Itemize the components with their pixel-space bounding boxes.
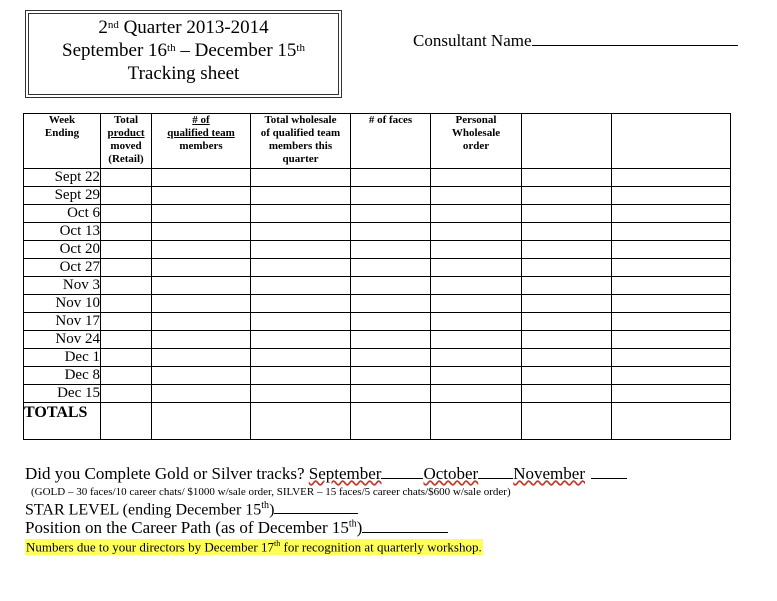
table-row [24,385,731,403]
entry-cell[interactable] [522,367,612,385]
table-row [24,205,731,223]
week-ending-cell: Sept 22 [24,169,101,187]
entry-cell[interactable] [152,241,251,259]
title-date-end-sup: th [296,42,305,54]
column-header-line: Total [113,114,139,126]
entry-cell[interactable] [251,331,351,349]
deadline-note-rest: for recognition at quarterly workshop. [280,539,482,555]
deadline-note [25,539,483,555]
totals-cell[interactable] [351,403,431,440]
entry-cell[interactable] [152,277,251,295]
entry-cell[interactable] [522,223,612,241]
entry-cell[interactable] [351,385,431,403]
week-ending-cell: Nov 10 [24,295,101,313]
entry-cell[interactable] [251,241,351,259]
entry-cell[interactable] [251,169,351,187]
week-ending-cell: Oct 6 [24,205,101,223]
entry-cell[interactable] [101,349,152,367]
entry-cell[interactable] [152,223,251,241]
entry-cell[interactable] [101,259,152,277]
title-date-end: – December 15 [175,40,297,61]
entry-cell[interactable] [612,331,731,349]
entry-cell[interactable] [431,187,522,205]
title-line-1 [29,16,338,39]
entry-cell[interactable] [351,277,431,295]
week-ending-cell: Nov 17 [24,313,101,331]
table-row [24,223,731,241]
totals-cell[interactable] [101,403,152,440]
column-header-line: Week [48,114,76,126]
table-row [24,367,731,385]
entry-cell[interactable] [351,187,431,205]
entry-cell[interactable] [431,223,522,241]
tracks-question-text: Did you Complete Gold or Silver tracks? [25,464,309,483]
column-header-line: members this [268,140,333,152]
entry-cell[interactable] [431,205,522,223]
october-blank[interactable] [478,466,513,479]
column-header-0 [24,114,101,169]
tracks-question [25,464,627,484]
entry-cell[interactable] [251,385,351,403]
entry-cell[interactable] [431,259,522,277]
entry-cell[interactable] [612,349,731,367]
entry-cell[interactable] [101,223,152,241]
title-date-start: September 16 [62,40,168,61]
entry-cell[interactable] [351,241,431,259]
entry-cell[interactable] [351,259,431,277]
entry-cell[interactable] [612,187,731,205]
entry-cell[interactable] [101,331,152,349]
title-line-3: Tracking sheet [127,63,240,84]
star-level-label: STAR LEVEL (ending December 15 [25,501,262,519]
week-ending-cell: Dec 8 [24,367,101,385]
table-row [24,169,731,187]
entry-cell[interactable] [612,169,731,187]
entry-cell[interactable] [351,313,431,331]
career-path-sup: th [348,518,357,530]
entry-cell[interactable] [152,187,251,205]
entry-cell[interactable] [522,205,612,223]
month-october: October [423,464,479,483]
column-header-3 [251,114,351,169]
tracking-table [23,113,731,440]
entry-cell[interactable] [351,349,431,367]
entry-cell[interactable] [522,313,612,331]
totals-cell[interactable] [431,403,522,440]
deadline-note-text: Numbers due to your directors by December 17 [26,539,275,555]
entry-cell[interactable] [251,295,351,313]
column-header-6 [522,114,612,169]
column-header-line: moved [110,140,142,152]
entry-cell[interactable] [612,313,731,331]
november-blank[interactable] [591,466,627,479]
totals-cell[interactable] [152,403,251,440]
entry-cell[interactable] [612,367,731,385]
column-header-line: product [107,127,145,139]
entry-cell[interactable] [152,367,251,385]
totals-row [24,403,731,440]
entry-cell[interactable] [522,169,612,187]
entry-cell[interactable] [101,313,152,331]
september-blank[interactable] [381,466,423,479]
week-ending-cell: Dec 15 [24,385,101,403]
totals-cell[interactable] [612,403,731,440]
totals-cell[interactable] [522,403,612,440]
title-box [28,13,339,95]
entry-cell[interactable] [251,277,351,295]
entry-cell[interactable] [101,385,152,403]
table-row [24,349,731,367]
table-header-row [24,114,731,169]
table-row [24,295,731,313]
column-header-line: qualified team [167,127,235,139]
table-row [24,259,731,277]
column-header-2 [152,114,251,169]
entry-cell[interactable] [101,295,152,313]
consultant-name-field[interactable] [413,31,738,51]
entry-cell[interactable] [522,349,612,367]
entry-cell[interactable] [351,205,431,223]
entry-cell[interactable] [431,367,522,385]
entry-cell[interactable] [251,367,351,385]
entry-cell[interactable] [152,259,251,277]
column-header-line: # of [192,114,210,126]
entry-cell[interactable] [152,313,251,331]
column-header-1 [101,114,152,169]
entry-cell[interactable] [251,223,351,241]
entry-cell[interactable] [152,331,251,349]
column-header-line: Total wholesale [264,114,337,126]
title-ordinal: nd [107,19,119,31]
entry-cell[interactable] [522,277,612,295]
entry-cell[interactable] [351,295,431,313]
column-header-line: # of faces [368,114,413,126]
column-header-line: Personal [455,114,497,126]
week-ending-cell: Nov 24 [24,331,101,349]
title-quarter-text: Quarter 2013-2014 [118,17,269,38]
week-ending-cell: Dec 1 [24,349,101,367]
deadline-note-sup: th [274,539,281,548]
column-header-line: Wholesale [451,127,501,139]
entry-cell[interactable] [101,277,152,295]
table-row [24,241,731,259]
entry-cell[interactable] [612,205,731,223]
table-row [24,187,731,205]
entry-cell[interactable] [431,349,522,367]
entry-cell[interactable] [612,295,731,313]
column-header-line: quarter [282,153,319,165]
entry-cell[interactable] [522,385,612,403]
track-criteria: (GOLD – 30 faces/10 career chats/ $1000 w/sale order, SILVER – 15 faces/5 career chats/$600 w/sale order) [31,486,511,498]
entry-cell[interactable] [251,259,351,277]
entry-cell[interactable] [101,367,152,385]
entry-cell[interactable] [522,295,612,313]
table-row [24,277,731,295]
entry-cell[interactable] [612,385,731,403]
entry-cell[interactable] [251,313,351,331]
week-ending-cell: Oct 13 [24,223,101,241]
star-level-blank[interactable] [274,501,358,514]
column-header-line: members [179,140,223,152]
title-date-start-sup: th [167,42,176,54]
month-november: November [513,464,585,483]
month-september: September [308,464,382,483]
entry-cell[interactable] [431,385,522,403]
column-header-4 [351,114,431,169]
column-header-5 [431,114,522,169]
entry-cell[interactable] [612,223,731,241]
week-ending-cell: Oct 20 [24,241,101,259]
entry-cell[interactable] [612,259,731,277]
entry-cell[interactable] [101,205,152,223]
title-quarter-number: 2 [98,17,108,38]
column-header-line: of qualified team [260,127,341,139]
entry-cell[interactable] [152,385,251,403]
career-path-label: Position on the Career Path (as of December 15 [25,518,349,537]
entry-cell[interactable] [612,277,731,295]
entry-cell[interactable] [351,223,431,241]
week-ending-cell: Nov 3 [24,277,101,295]
entry-cell[interactable] [431,277,522,295]
column-header-7 [612,114,731,169]
column-header-line: (Retail) [108,153,144,165]
entry-cell[interactable] [152,295,251,313]
week-ending-cell: Oct 27 [24,259,101,277]
table-row [24,331,731,349]
entry-cell[interactable] [522,241,612,259]
totals-label: TOTALS [24,403,101,440]
star-level-line [25,500,358,519]
star-level-sup: th [261,500,270,511]
entry-cell[interactable] [152,205,251,223]
entry-cell[interactable] [612,241,731,259]
entry-cell[interactable] [351,367,431,385]
entry-cell[interactable] [351,169,431,187]
entry-cell[interactable] [101,187,152,205]
totals-cell[interactable] [251,403,351,440]
entry-cell[interactable] [522,331,612,349]
entry-cell[interactable] [152,169,251,187]
entry-cell[interactable] [522,259,612,277]
entry-cell[interactable] [152,349,251,367]
star-level-close: ) [269,501,275,519]
career-path-close: ) [356,518,363,537]
entry-cell[interactable] [431,241,522,259]
entry-cell[interactable] [522,187,612,205]
week-ending-cell: Sept 29 [24,187,101,205]
entry-cell[interactable] [431,295,522,313]
entry-cell[interactable] [431,313,522,331]
title-line-2 [29,39,338,62]
entry-cell[interactable] [251,205,351,223]
entry-cell[interactable] [251,349,351,367]
consultant-name-label: Consultant Name [413,31,532,50]
column-header-line: order [462,140,490,152]
entry-cell[interactable] [101,241,152,259]
career-path-blank[interactable] [362,520,448,533]
entry-cell[interactable] [431,169,522,187]
table-row [24,313,731,331]
entry-cell[interactable] [101,169,152,187]
consultant-name-blank[interactable] [532,31,738,46]
entry-cell[interactable] [431,331,522,349]
entry-cell[interactable] [351,331,431,349]
entry-cell[interactable] [251,187,351,205]
column-header-line: Ending [44,127,80,139]
career-path-line [25,518,448,538]
